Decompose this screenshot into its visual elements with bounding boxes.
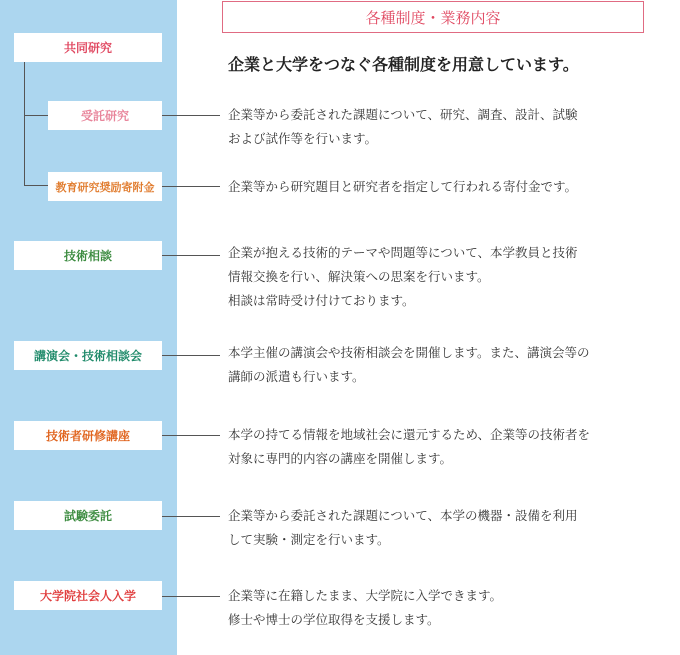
desc-line: 相談は常時受け付けております。: [228, 293, 415, 308]
label-shiken-itaku: [14, 501, 162, 530]
tree-branch-line: [24, 115, 48, 116]
connector-line: [162, 255, 220, 256]
page-title-text: 各種制度・業務内容: [365, 8, 501, 27]
desc-line: 企業等から委託された課題について、研究、調査、設計、試験: [228, 107, 578, 122]
desc-shiken-itaku: [228, 504, 648, 552]
label-text: 技術相談: [63, 249, 112, 263]
desc-line: 企業等に在籍したまま、大学院に入学できます。: [228, 588, 503, 603]
desc-line: および試作等を行います。: [228, 131, 378, 146]
desc-line: 対象に専門的内容の講座を開催します。: [228, 451, 453, 466]
label-kenshu-koza: [14, 421, 162, 450]
label-text: 試験委託: [63, 509, 112, 523]
desc-line: 本学主催の講演会や技術相談会を開催します。また、講演会等の: [228, 345, 590, 360]
label-kouenkai: [14, 341, 162, 370]
connector-line: [162, 186, 220, 187]
desc-line: 講師の派遣も行います。: [228, 369, 365, 384]
desc-kouenkai: [228, 341, 648, 389]
label-kyodo-kenkyu: [14, 33, 162, 62]
label-gijutsu-sodan: [14, 241, 162, 270]
desc-shakaijin-nyugaku: [228, 584, 648, 632]
desc-line: 企業等から研究題目と研究者を指定して行われる寄付金です。: [228, 179, 578, 194]
label-text: 教育研究奨励寄附金: [55, 180, 155, 194]
sidebar-panel: [0, 0, 177, 655]
desc-jutaku-kenkyu: [228, 103, 648, 151]
page-title: [222, 1, 644, 33]
connector-line: [162, 355, 220, 356]
label-text: 大学院社会人入学: [39, 589, 136, 603]
desc-line: 企業が抱える技術的テーマや問題等について、本学教員と技術: [228, 245, 578, 260]
desc-kifukin: [228, 175, 648, 199]
tree-trunk-line: [24, 62, 25, 185]
label-text: 共同研究: [63, 41, 112, 55]
label-text: 講演会・技術相談会: [33, 349, 142, 363]
connector-line: [162, 516, 220, 517]
desc-line: 修士や博士の学位取得を支援します。: [228, 612, 440, 627]
label-jutaku-kenkyu: [48, 101, 162, 130]
connector-line: [162, 115, 220, 116]
label-kifukin: [48, 172, 162, 201]
label-shakaijin-nyugaku: [14, 581, 162, 610]
desc-kenshu-koza: [228, 423, 648, 471]
desc-line: 企業等から委託された課題について、本学の機器・設備を利用: [228, 508, 578, 523]
label-text: 受託研究: [80, 109, 129, 123]
label-text: 技術者研修講座: [45, 429, 130, 443]
desc-line: 本学の持てる情報を地域社会に還元するため、企業等の技術者を: [228, 427, 591, 442]
desc-line: 情報交換を行い、解決策への思案を行います。: [228, 269, 490, 284]
lead-text: 企業と大学をつなぐ各種制度を用意しています。: [228, 55, 579, 74]
connector-line: [162, 435, 220, 436]
desc-gijutsu-sodan: [228, 241, 648, 313]
desc-line: して実験・測定を行います。: [228, 532, 390, 547]
tree-branch-line: [24, 185, 48, 186]
connector-line: [162, 596, 220, 597]
